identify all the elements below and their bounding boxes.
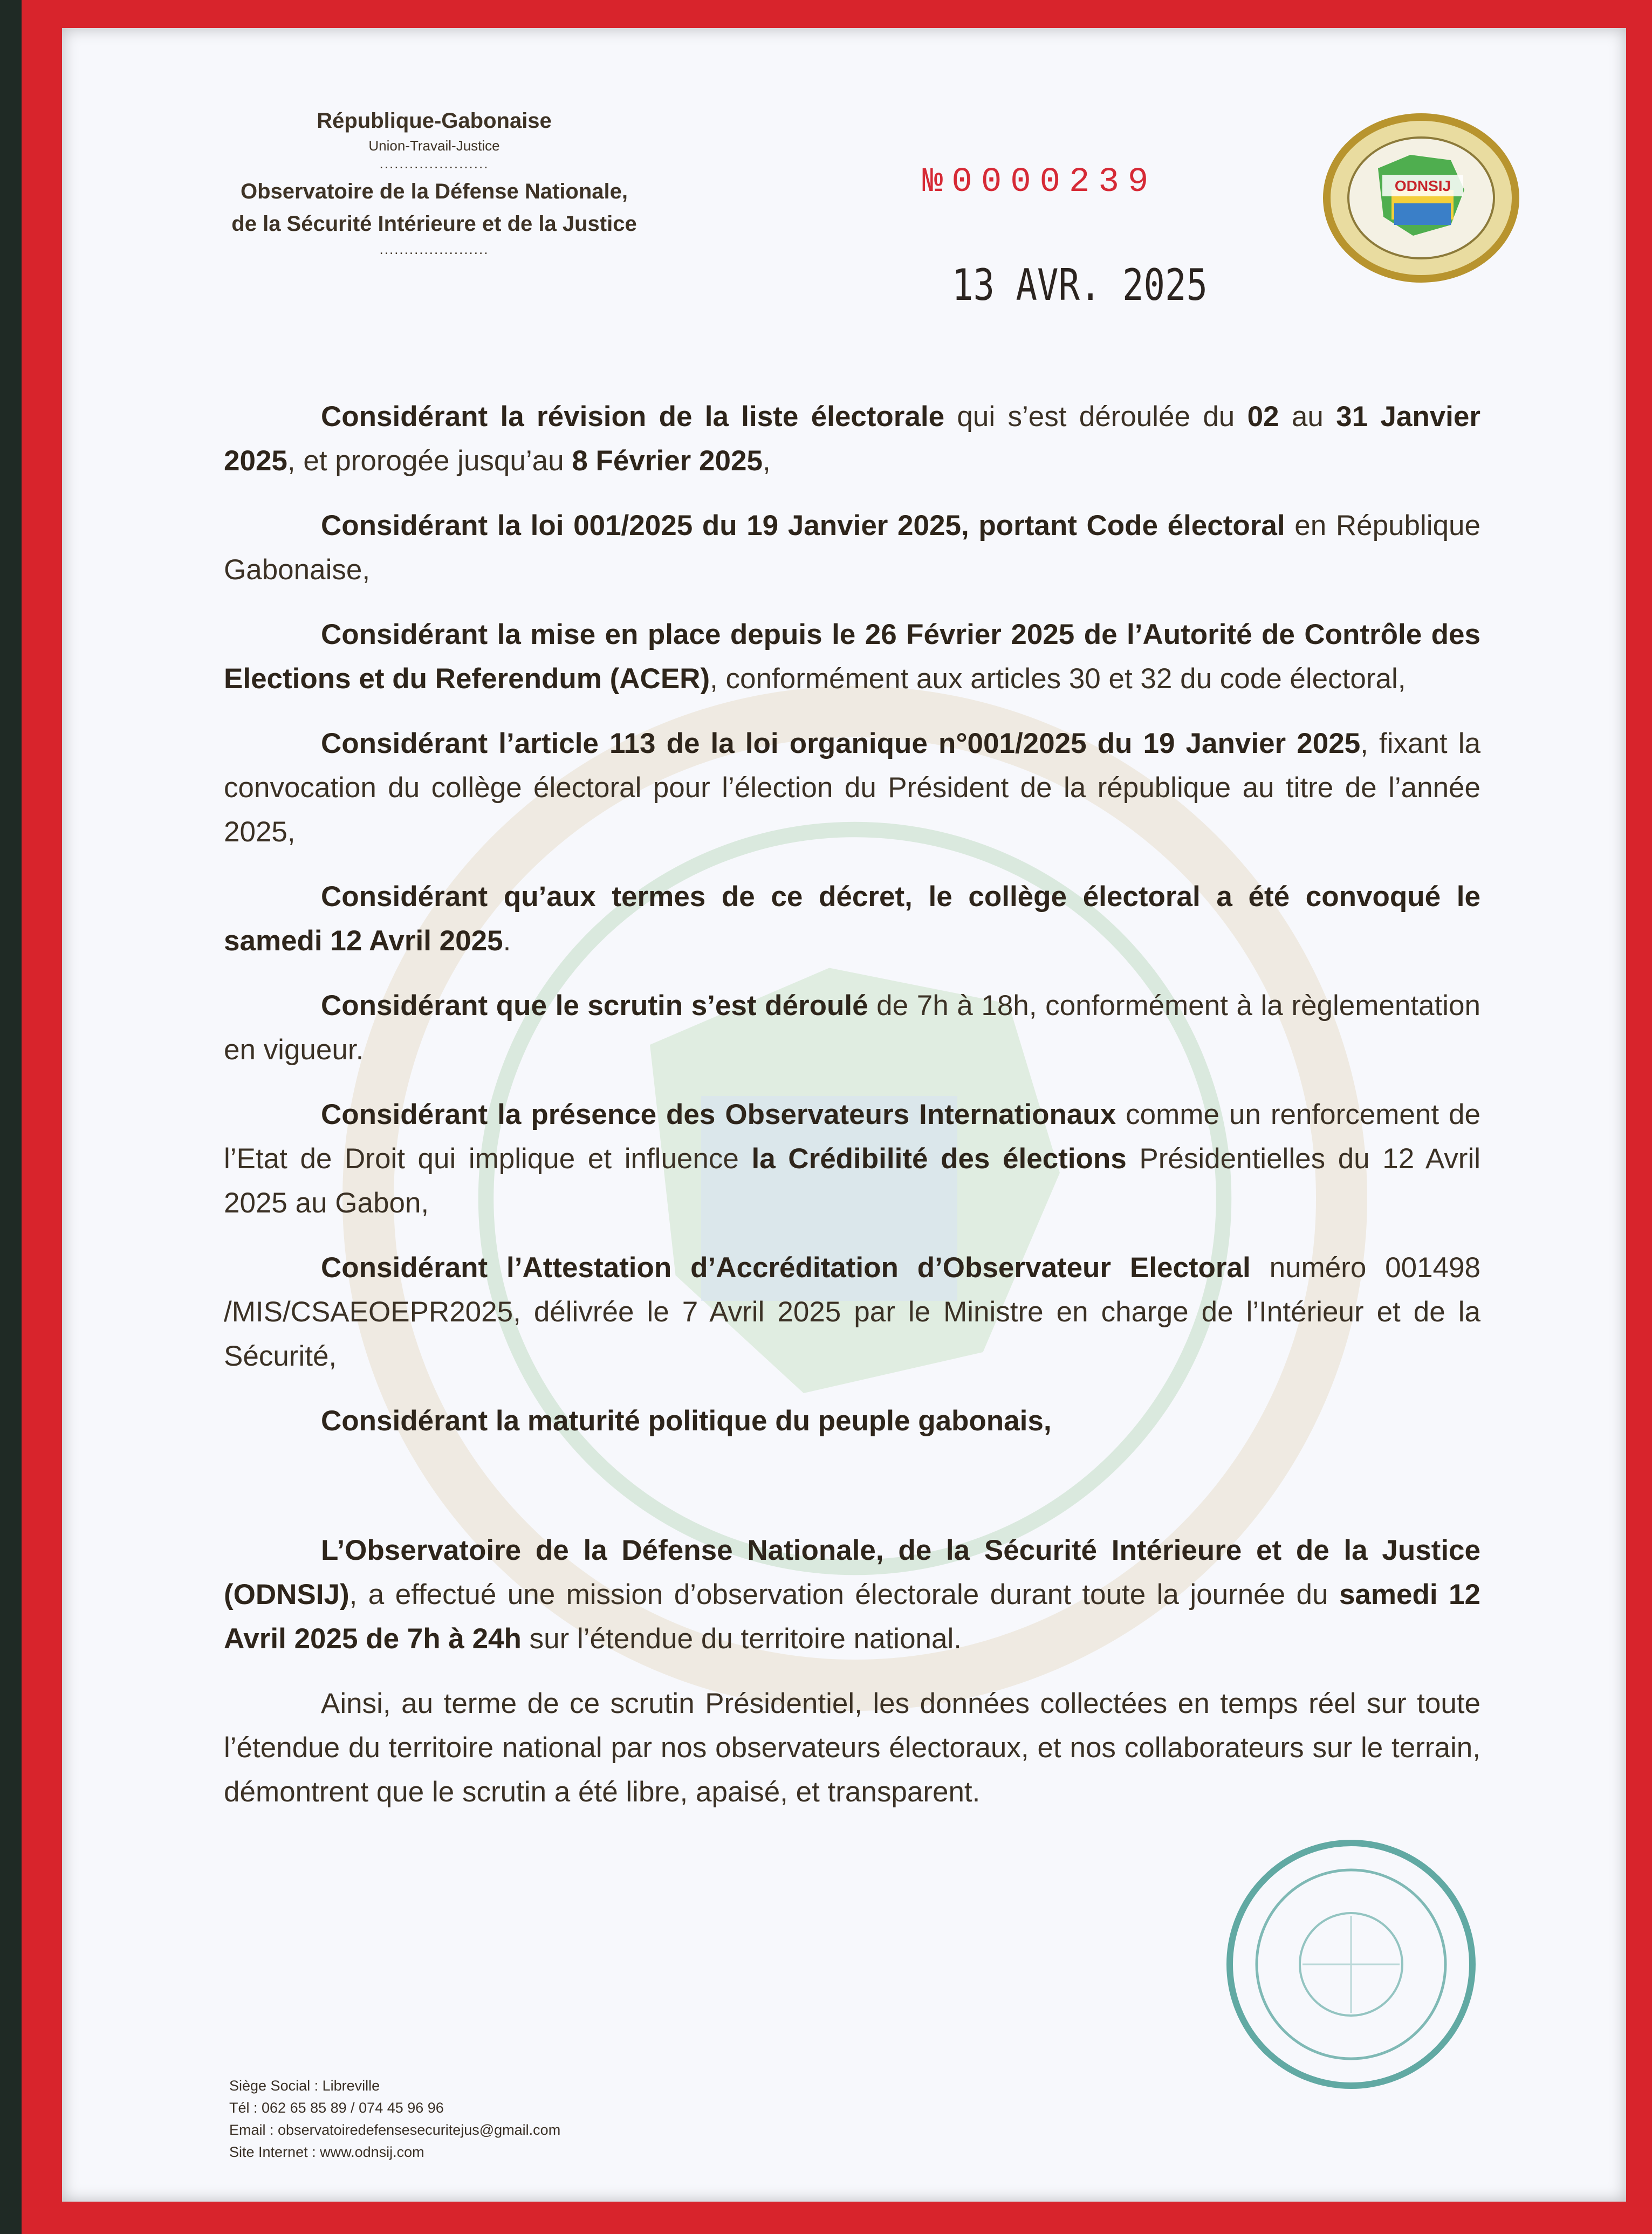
document-body bbox=[224, 395, 1480, 1835]
odnsij-emblem-icon bbox=[1319, 109, 1524, 287]
footer-phone: Tél : 062 65 85 89 / 074 45 96 96 bbox=[229, 2100, 444, 2116]
paragraph-2: Considérant la loi 001/2025 du 19 Janvier 2025, portant Code électoral en République Gabonaise, bbox=[224, 510, 1481, 586]
conclusion-paragraph: L’Observatoire de la Défense Nationale, de la Sécurité Intérieure et de la Justice (ODNSIJ), a effectué une mission d’observation électorale durant toute la journée du samedi 12 Avril 2025 de 7h à 24h sur l’étendue du territoire national. bbox=[224, 1534, 1480, 1655]
document-page bbox=[62, 28, 1626, 2202]
document-number: №0000239 bbox=[922, 163, 1157, 202]
paragraph-5: Considérant qu’aux termes de ce décret, le collège électoral a été convoqué le samedi 12 Avril 2025. bbox=[224, 881, 1480, 957]
paragraph-3: Considérant la mise en place depuis le 26 Février 2025 de l’Autorité de Contrôle des Elections et du Referendum (ACER), conformément aux articles 30 et 32 du code électoral, bbox=[224, 619, 1480, 695]
organization-name-line1: Observatoire de la Défense Nationale, bbox=[240, 180, 628, 203]
national-motto: Union-Travail-Justice bbox=[368, 138, 500, 154]
paragraph-9: Considérant la maturité politique du peuple gabonais, bbox=[321, 1405, 1052, 1437]
paragraph-8: Considérant l’Attestation d’Accréditation d’Observateur Electoral numéro 001498 /MIS/CSAEOEPR2025, délivrée le 7 Avril 2025 par le Ministre en charge de l’Intérieur et de la Sécurité, bbox=[224, 1252, 1480, 1372]
republic-name: République-Gabonaise bbox=[317, 109, 552, 133]
logo-text: ODNSIJ bbox=[1394, 177, 1451, 194]
footer-email: Email : observatoiredefensesecuritejus@gmail.com bbox=[229, 2122, 561, 2138]
organization-name-line2: de la Sécurité Intérieure et de la Justice bbox=[231, 212, 637, 236]
final-paragraph: Ainsi, au terme de ce scrutin Présidentiel, les données collectées en temps réel sur toute l’étendue du territoire national par nos observateurs électoraux, et nos collaborateurs sur le terrain, démontrent que le scrutin a été libre, apaisé, et transparent. bbox=[224, 1688, 1480, 1808]
footer-website: Site Internet : www.odnsij.com bbox=[229, 2144, 424, 2160]
paragraph-7: Considérant la présence des Observateurs Internationaux comme un renforcement de l’Etat de Droit qui implique et influence la Crédibilité des élections Présidentielles du 12 Avril 2025 au Gabon, bbox=[224, 1099, 1481, 1219]
paragraph-1: Considérant la révision de la liste électorale qui s’est déroulée du 02 au 31 Janvier 2025, et prorogée jusqu’au 8 Février 2025, bbox=[224, 401, 1480, 477]
circular-official-stamp-icon bbox=[1216, 1835, 1486, 2094]
separator-dots: ...................... bbox=[379, 155, 489, 172]
paragraph-4: Considérant l’article 113 de la loi organique n°001/2025 du 19 Janvier 2025, fixant la convocation du collège électoral pour l’élection du Président de la république au titre de l’année 2025, bbox=[224, 728, 1480, 848]
separator-dots: ...................... bbox=[379, 241, 489, 257]
letterhead bbox=[191, 109, 677, 258]
footer-contact bbox=[229, 2075, 560, 2163]
date-stamp: 13 AVR. 2025 bbox=[952, 260, 1208, 310]
paragraph-6: Considérant que le scrutin s’est déroulé de 7h à 18h, conformément à la règlementation en vigueur. bbox=[224, 990, 1480, 1066]
footer-seat: Siège Social : Libreville bbox=[229, 2078, 380, 2094]
